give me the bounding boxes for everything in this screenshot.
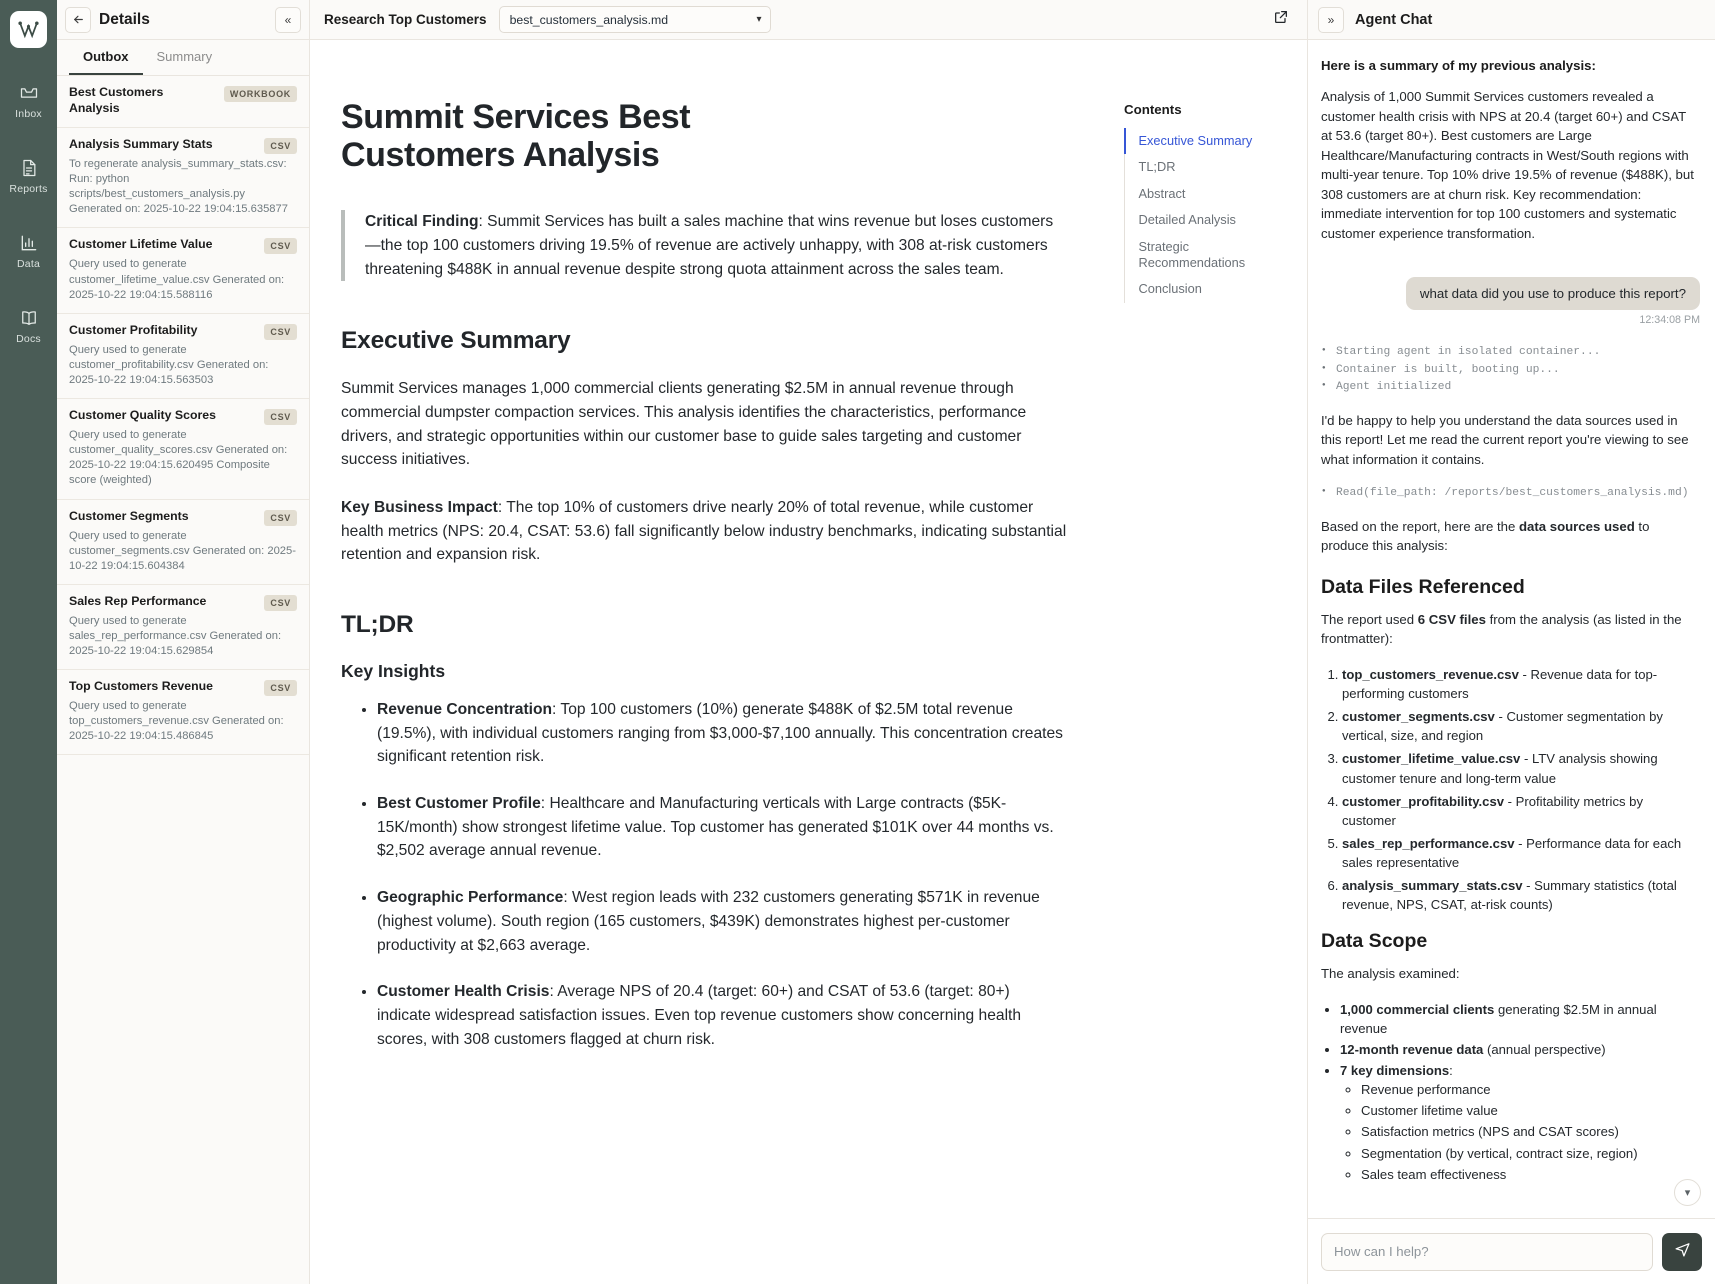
list-item-name: Customer Quality Scores bbox=[69, 408, 216, 423]
list-item-name: Sales Rep Performance bbox=[69, 593, 207, 608]
document-icon bbox=[19, 158, 39, 178]
rail-label-docs: Docs bbox=[16, 333, 41, 345]
section-heading-tldr: TL;DR bbox=[341, 611, 414, 639]
app-rail bbox=[0, 0, 57, 1284]
rail-label-reports: Reports bbox=[9, 183, 48, 195]
toc-item-tldr[interactable]: TL;DR bbox=[1138, 159, 1176, 175]
rail-item-inbox[interactable] bbox=[0, 74, 57, 127]
message-timestamp: 12:34:08 PM bbox=[1639, 314, 1700, 327]
toc-item-strategic-recommendations[interactable]: Strategic Recommendations bbox=[1138, 238, 1246, 270]
rail-label-data: Data bbox=[17, 258, 40, 270]
inbox-icon bbox=[19, 83, 39, 103]
status-badge: CSV bbox=[264, 409, 297, 425]
list-item-name: Top Customers Revenue bbox=[69, 679, 213, 694]
list-item: ◦ Customer lifetime value bbox=[1361, 1101, 1700, 1120]
list-item bbox=[1340, 1000, 1700, 1038]
table-of-contents bbox=[1107, 40, 1307, 1284]
chevron-down-icon: ▾ bbox=[756, 14, 762, 25]
tab-outbox[interactable]: Outbox bbox=[69, 40, 143, 75]
list-item bbox=[377, 980, 1067, 1051]
file-name: customer_profitability.csv bbox=[1342, 793, 1505, 809]
scope-rest: (annual perspective) bbox=[1483, 1042, 1606, 1058]
page-title: Summit Services Best Customers Analysis bbox=[341, 98, 691, 175]
send-button[interactable] bbox=[1662, 1233, 1702, 1271]
agent-log-line: ● Container is built, booting up... bbox=[1321, 362, 1700, 380]
list-item bbox=[1340, 1040, 1700, 1059]
insight-text: : West region leads with 232 customers generating $571K in revenue (highest volume). South region (165 customers, $439K) demonstrates highest per-customer productivity at $2,663 average. bbox=[377, 889, 1040, 954]
list-item-name: Customer Segments bbox=[69, 508, 189, 523]
files-intro-bold: 6 CSV files bbox=[1417, 611, 1486, 627]
list-item: ◦ Segmentation (by vertical, contract size, region) bbox=[1361, 1144, 1700, 1163]
user-message-row bbox=[1321, 277, 1700, 310]
chevron-double-left-icon: « bbox=[284, 12, 292, 27]
file-name: analysis_summary_stats.csv bbox=[1342, 878, 1523, 894]
chevron-double-right-icon: » bbox=[1327, 12, 1335, 27]
list-item-header bbox=[69, 408, 297, 425]
details-header bbox=[57, 0, 309, 40]
file-desc: - Profitability metrics by customer bbox=[1342, 793, 1643, 828]
list-item-desc: Query used to generate sales_rep_performance.csv Generated on: 2025-10-22 19:04:15.629854 bbox=[69, 614, 282, 658]
file-name: customer_segments.csv bbox=[1342, 709, 1495, 725]
file-desc: - Summary statistics (total revenue, NPS, CSAT, at-risk counts) bbox=[1342, 878, 1677, 913]
chevron-down-icon: ▾ bbox=[1684, 1187, 1691, 1199]
critical-finding-callout bbox=[341, 210, 1067, 281]
subheading-key-insights: Key Insights bbox=[341, 661, 446, 682]
toc-title: Contents bbox=[1124, 102, 1182, 117]
reply-2-post: to produce this analysis: bbox=[1321, 518, 1650, 554]
list-item bbox=[1342, 876, 1700, 914]
status-badge: WORKBOOK bbox=[224, 86, 297, 102]
toc-item-detailed-analysis[interactable]: Detailed Analysis bbox=[1138, 212, 1236, 228]
impact-label: Key Business Impact bbox=[341, 498, 498, 516]
chat-composer bbox=[1308, 1218, 1715, 1284]
chat-messages bbox=[1308, 40, 1715, 1218]
document-body bbox=[310, 40, 1307, 1284]
key-insights-list bbox=[341, 698, 1067, 1051]
w-logo-icon[interactable] bbox=[10, 11, 47, 48]
open-external-button[interactable] bbox=[1265, 9, 1297, 30]
list-item bbox=[377, 792, 1067, 863]
list-item bbox=[1342, 792, 1700, 830]
summary-heading: Here is a summary of my previous analysis: bbox=[1321, 58, 1596, 73]
list-item-name: Customer Lifetime Value bbox=[69, 237, 213, 252]
list-item[interactable] bbox=[57, 228, 309, 313]
list-item-header bbox=[69, 85, 297, 117]
status-badge: CSV bbox=[264, 238, 297, 254]
bar-chart-icon bbox=[19, 233, 39, 253]
file-name: top_customers_revenue.csv bbox=[1342, 666, 1519, 682]
callout-body: : Summit Services has built a sales machine that wins revenue but loses customers—the top 100 customers driving 19.5% of revenue are actively unhappy, with 308 at-risk customers threatening $488K in annual revenue despite strong quota attainment across the sales team. bbox=[365, 213, 1054, 278]
file-desc: - Customer segmentation by vertical, size, and region bbox=[1342, 709, 1663, 744]
list-item-desc: Query used to generate top_customers_revenue.csv Generated on: 2025-10-22 19:04:15.486845 bbox=[69, 700, 284, 743]
list-item[interactable] bbox=[57, 500, 309, 585]
file-select[interactable] bbox=[499, 6, 771, 33]
document-content bbox=[310, 40, 1107, 1284]
data-files-intro bbox=[1321, 610, 1700, 649]
outbox-list bbox=[57, 76, 309, 1284]
list-item[interactable] bbox=[57, 128, 309, 228]
chat-input[interactable] bbox=[1321, 1233, 1653, 1271]
file-name: sales_rep_performance.csv bbox=[1342, 835, 1515, 851]
list-item[interactable] bbox=[57, 399, 309, 499]
section-heading-executive-summary: Executive Summary bbox=[341, 327, 571, 355]
callout-label: Critical Finding bbox=[365, 213, 479, 231]
details-panel bbox=[57, 0, 310, 1284]
toc-list bbox=[1124, 128, 1295, 303]
rail-item-data[interactable] bbox=[0, 224, 57, 277]
list-item-header bbox=[69, 679, 297, 696]
reply-2-pre: Based on the report, here are the bbox=[1321, 518, 1519, 534]
send-icon bbox=[1674, 1241, 1691, 1263]
toc-item-abstract[interactable]: Abstract bbox=[1138, 185, 1186, 201]
rail-item-reports[interactable] bbox=[0, 149, 57, 202]
collapse-details-button[interactable] bbox=[275, 7, 301, 33]
file-desc: - Revenue data for top-performing customers bbox=[1342, 666, 1658, 702]
breadcrumb: Research Top Customers bbox=[324, 12, 487, 27]
list-item-header bbox=[69, 509, 297, 526]
exec-paragraph-1: Summit Services manages 1,000 commercial clients generating $2.5M in annual revenue through commercial dumpster compaction services. This analysis identifies the characteristics, performance drivers, and strategic opportunities within our customer base to guide sales targeting and customer success initiatives. bbox=[341, 380, 1027, 469]
list-item[interactable] bbox=[57, 670, 309, 755]
toc-item-conclusion[interactable]: Conclusion bbox=[1138, 281, 1202, 297]
list-item[interactable] bbox=[57, 76, 309, 128]
list-item-header bbox=[69, 323, 297, 340]
list-item-name: Best Customers Analysis bbox=[69, 85, 164, 115]
list-item: ◦ Satisfaction metrics (NPS and CSAT scores) bbox=[1361, 1122, 1700, 1141]
scope-rest: generating $2.5M in annual revenue bbox=[1340, 1001, 1657, 1036]
chat-title: Agent Chat bbox=[1355, 11, 1433, 28]
files-intro-pre: The report used bbox=[1321, 611, 1418, 627]
file-name: customer_lifetime_value.csv bbox=[1342, 751, 1521, 767]
key-business-impact-paragraph bbox=[341, 496, 1067, 567]
back-button[interactable] bbox=[65, 7, 91, 33]
insight-text: : Top 100 customers (10%) generate $488K of $2.5M total revenue (19.5%), with individual customers ranging from $3,000-$7,100 annually. This concentration creates significant retention risk. bbox=[377, 701, 1063, 766]
dimensions-list bbox=[1340, 1080, 1700, 1184]
insight-label: Geographic Performance bbox=[377, 889, 564, 907]
list-item: ◦ Sales team effectiveness bbox=[1361, 1165, 1700, 1184]
data-files-heading: Data Files Referenced bbox=[1321, 575, 1525, 598]
agent-tool-log: ● Read(file_path: /reports/best_customers_analysis.md) bbox=[1321, 485, 1700, 503]
data-scope-intro: The analysis examined: bbox=[1321, 966, 1460, 982]
reply-2-bold: data sources used bbox=[1518, 518, 1635, 534]
scope-bold: 12-month revenue data bbox=[1340, 1042, 1484, 1058]
list-item-desc: Query used to generate customer_profitability.csv Generated on: 2025-10-22 19:04:15.563503 bbox=[69, 343, 269, 386]
data-scope-list bbox=[1321, 1000, 1700, 1184]
data-files-list bbox=[1321, 665, 1700, 914]
list-item-desc: Query used to generate customer_lifetime_value.csv Generated on: 2025-10-22 19:04:15.588116 bbox=[69, 258, 285, 301]
insight-label: Customer Health Crisis bbox=[377, 983, 550, 1001]
agent-reply-2 bbox=[1321, 517, 1700, 556]
chat-header bbox=[1308, 0, 1715, 40]
list-item-header bbox=[69, 237, 297, 254]
status-badge: CSV bbox=[264, 680, 297, 696]
toc-item-executive-summary[interactable]: Executive Summary bbox=[1124, 128, 1296, 154]
insight-text: : Average NPS of 20.4 (target: 60+) and CSAT of 53.6 (target: 80+) indicate widespread satisfaction issues. Even top revenue customers show concerning health scores, with 308 customers flagged at churn risk. bbox=[377, 983, 1022, 1048]
list-item-name: Customer Profitability bbox=[69, 322, 198, 337]
scope-bold: 7 key dimensions bbox=[1340, 1063, 1450, 1079]
scope-rest: : bbox=[1449, 1063, 1453, 1079]
insight-text: : Healthcare and Manufacturing verticals with Large contracts ($5K-15K/month) show strongest lifetime value. Top customer has generated $101K over 44 months vs. $2,502 average annual revenue. bbox=[377, 795, 1054, 860]
list-item[interactable] bbox=[57, 314, 309, 399]
file-select-value: best_customers_analysis.md bbox=[509, 12, 669, 27]
list-item bbox=[1342, 665, 1700, 703]
rail-item-docs[interactable] bbox=[0, 299, 57, 352]
document-header bbox=[310, 0, 1307, 40]
list-item bbox=[1342, 707, 1700, 745]
list-item bbox=[1342, 749, 1700, 787]
callout-text bbox=[365, 210, 1067, 281]
list-item-header bbox=[69, 137, 297, 154]
list-item[interactable] bbox=[57, 585, 309, 670]
user-message: what data did you use to produce this report? bbox=[1406, 277, 1700, 310]
tab-summary[interactable]: Summary bbox=[156, 49, 213, 64]
list-item-name: Analysis Summary Stats bbox=[69, 136, 213, 151]
impact-body: : The top 10% of customers drive nearly 20% of total revenue, while customer health metrics (NPS: 20.4, CSAT: 53.6) fall significantly below industry benchmarks, indicating substantial retention and expansion risk. bbox=[341, 498, 1067, 564]
list-item bbox=[1340, 1061, 1700, 1184]
insight-label: Best Customer Profile bbox=[377, 795, 541, 813]
book-icon bbox=[19, 308, 39, 328]
summary-body: Analysis of 1,000 Summit Services customers revealed a customer health crisis with NPS at 20.4 (target 60+) and CSAT at 53.6 (target 80+). Best customers are Large Healthcare/Manufacturing contracts in West/South regions with multi-year tenure. Top 10% drive 19.5% of revenue ($488K), but 308 customers are at churn risk. Key recommendation: immediate intervention for top 100 customers and systematic customer experience transformation. bbox=[1321, 89, 1694, 241]
list-item-desc: Query used to generate customer_segments.csv Generated on: 2025-10-22 19:04:15.604384 bbox=[69, 529, 296, 572]
document-area bbox=[310, 0, 1308, 1284]
list-item bbox=[377, 886, 1067, 957]
scroll-to-bottom-button[interactable] bbox=[1674, 1179, 1701, 1206]
status-badge: CSV bbox=[264, 138, 297, 154]
status-badge: CSV bbox=[264, 595, 297, 611]
agent-reply-1: I'd be happy to help you understand the data sources used in this report! Let me read the current report you're viewing to see what information it contains. bbox=[1321, 412, 1689, 467]
scope-bold: 1,000 commercial clients bbox=[1340, 1001, 1495, 1017]
file-desc: - LTV analysis showing customer tenure and long-term value bbox=[1342, 751, 1658, 786]
files-intro-post: from the analysis (as listed in the frontmatter): bbox=[1321, 611, 1682, 647]
rail-label-inbox: Inbox bbox=[15, 108, 42, 120]
details-tabs bbox=[57, 40, 309, 76]
list-item-desc: Query used to generate customer_quality_scores.csv Generated on: 2025-10-22 19:04:15.620495 Composite score (weighted) bbox=[69, 429, 288, 487]
status-badge: CSV bbox=[264, 510, 297, 526]
agent-log-line: ● Agent initialized bbox=[1321, 379, 1700, 397]
agent-chat-panel bbox=[1308, 0, 1715, 1284]
agent-log-line: ● Starting agent in isolated container... bbox=[1321, 344, 1700, 362]
list-item-desc: To regenerate analysis_summary_stats.csv: Run: python scripts/best_customers_analysis.py Generated on: 2025-10-22 19:04:15.635877 bbox=[69, 157, 288, 216]
data-scope-heading: Data Scope bbox=[1321, 930, 1428, 953]
details-title: Details bbox=[99, 10, 150, 28]
list-item bbox=[1342, 834, 1700, 872]
insight-label: Revenue Concentration bbox=[377, 701, 553, 719]
list-item-header bbox=[69, 594, 297, 611]
status-badge: CSV bbox=[264, 324, 297, 340]
file-desc: - Performance data for each sales representative bbox=[1342, 835, 1682, 870]
list-item: ◦ Revenue performance bbox=[1361, 1080, 1700, 1099]
list-item bbox=[377, 698, 1067, 769]
expand-chat-button[interactable] bbox=[1318, 7, 1344, 33]
